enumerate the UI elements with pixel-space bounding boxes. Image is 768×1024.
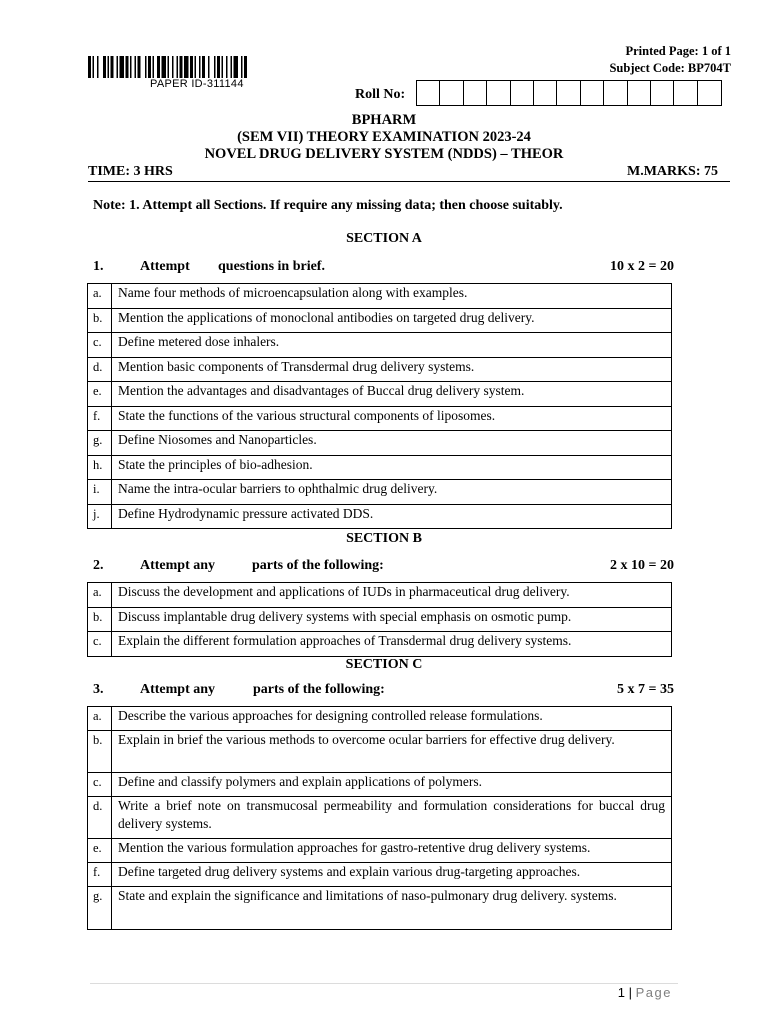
question-marks: 10 x 2 = 20 [610, 259, 674, 274]
question-instruction: Attempt [140, 259, 190, 274]
table-row [88, 863, 672, 887]
roll-no-box [511, 81, 534, 105]
table-row [88, 333, 672, 358]
item-label: f. [88, 407, 112, 431]
item-label: b. [88, 731, 112, 773]
page-word: Page [635, 985, 672, 1000]
question-number: 1. [93, 259, 104, 274]
roll-no-box [417, 81, 440, 105]
item-label: a. [88, 707, 112, 731]
roll-no-label: Roll No: [355, 87, 406, 102]
table-row [88, 887, 672, 930]
exam-note [93, 198, 563, 214]
table-row [88, 797, 672, 839]
barcode-bar [117, 56, 119, 78]
item-label: a. [88, 284, 112, 309]
item-text: Discuss the development and applications of IUDs in pharmaceutical drug delivery. [112, 583, 672, 608]
question-number: 3. [93, 682, 104, 697]
barcode-graphic [88, 56, 318, 78]
barcode-bar [148, 56, 151, 78]
time-allowed: TIME: 3 HRS [88, 164, 173, 179]
item-text: Explain in brief the various methods to overcome ocular barriers for effective drug delivery. [112, 731, 672, 773]
item-text: State the principles of bio-adhesion. [112, 456, 672, 480]
item-label: c. [88, 773, 112, 797]
barcode-bar [217, 56, 220, 78]
item-text: Explain the different formulation approaches of Transdermal drug delivery systems. [112, 632, 672, 657]
barcode-bar [153, 56, 155, 78]
item-text: Define Niosomes and Nanoparticles. [112, 431, 672, 456]
table-row [88, 382, 672, 407]
roll-no-box [628, 81, 651, 105]
roll-no-boxes [416, 80, 722, 106]
item-text: Define and classify polymers and explain applications of polymers. [112, 773, 672, 797]
question-instruction: Attempt any [140, 682, 216, 697]
table-row [88, 773, 672, 797]
barcode-bar [126, 56, 129, 78]
barcode-bar [222, 56, 224, 78]
roll-no-box [674, 81, 697, 105]
item-label: e. [88, 382, 112, 407]
question-instruction-rest: questions in brief. [218, 259, 325, 274]
barcode-bar [168, 56, 170, 78]
barcode-bar [88, 56, 91, 78]
item-text: Describe the various approaches for designing controlled release formulations. [112, 707, 672, 731]
section-c-table [87, 706, 672, 930]
barcode-bar [108, 56, 110, 78]
item-text: Discuss implantable drug delivery systems with special emphasis on osmotic pump. [112, 608, 672, 632]
question-marks: 2 x 10 = 20 [610, 558, 674, 573]
item-label: e. [88, 839, 112, 863]
barcode-bar [180, 56, 183, 78]
barcode-bar [231, 56, 233, 78]
barcode-bar [138, 56, 141, 78]
barcode-bar [111, 56, 114, 78]
item-text: State and explain the significance and limitations of naso-pulmonary drug delivery. systems. [112, 887, 672, 930]
item-label: f. [88, 863, 112, 887]
barcode [88, 56, 318, 78]
barcode-bar [190, 56, 193, 78]
table-row [88, 707, 672, 731]
item-text: State the functions of the various structural components of liposomes. [112, 407, 672, 431]
table-row [88, 431, 672, 456]
printed-page: Printed Page: 1 of 1 [625, 44, 731, 58]
table-row [88, 456, 672, 480]
table-row [88, 480, 672, 505]
roll-no-box [651, 81, 674, 105]
section-c-title: SECTION C [345, 657, 423, 672]
table-row [88, 358, 672, 382]
roll-no-box [604, 81, 627, 105]
barcode-bar [157, 56, 160, 78]
item-label: d. [88, 797, 112, 839]
page-separator: | [625, 985, 636, 1000]
roll-no-box [487, 81, 510, 105]
question-instruction-rest: parts of the following: [253, 682, 385, 697]
item-label: c. [88, 632, 112, 657]
item-text: Write a brief note on transmucosal permeability and formulation considerations for buccal drug delivery systems. [112, 797, 672, 839]
barcode-bar [241, 56, 243, 78]
table-row [88, 608, 672, 632]
barcode-bar [172, 56, 174, 78]
table-row [88, 284, 672, 309]
item-text: Mention basic components of Transdermal drug delivery systems. [112, 358, 672, 382]
subject-code: Subject Code: BP704T [609, 61, 731, 75]
table-row [88, 632, 672, 657]
table-row [88, 407, 672, 431]
table-row [88, 309, 672, 333]
item-text: Name the intra-ocular barriers to ophthalmic drug delivery. [112, 480, 672, 505]
question-instruction: Attempt any [140, 558, 216, 573]
item-label: g. [88, 431, 112, 456]
item-label: a. [88, 583, 112, 608]
barcode-bar [145, 56, 147, 78]
question-instruction-rest: parts of the following: [252, 558, 384, 573]
item-label: b. [88, 608, 112, 632]
footer-divider [90, 983, 678, 984]
barcode-bar [208, 56, 210, 78]
question-marks: 5 x 7 = 35 [617, 682, 674, 697]
section-a-table [87, 283, 672, 529]
section-a-title: SECTION A [346, 231, 422, 246]
item-text: Define targeted drug delivery systems and explain various drug-targeting approaches. [112, 863, 672, 887]
item-text: Mention the applications of monoclonal antibodies on targeted drug delivery. [112, 309, 672, 333]
course-title: BPHARM [351, 112, 417, 128]
barcode-bar [93, 56, 95, 78]
barcode-bar [214, 56, 216, 78]
item-label: d. [88, 358, 112, 382]
item-text: Define Hydrodynamic pressure activated DDS. [112, 505, 672, 529]
page-number [618, 985, 672, 1000]
barcode-bar [130, 56, 132, 78]
table-row [88, 583, 672, 608]
roll-no-box [440, 81, 463, 105]
paper-id: PAPER ID-311144 [150, 78, 244, 90]
item-label: i. [88, 480, 112, 505]
barcode-bar [199, 56, 201, 78]
section-b-title: SECTION B [346, 531, 422, 546]
barcode-bar [195, 56, 197, 78]
item-text: Define metered dose inhalers. [112, 333, 672, 358]
barcode-bar [97, 56, 99, 78]
roll-no-box [581, 81, 604, 105]
roll-no-box [557, 81, 580, 105]
item-text: Mention the advantages and disadvantages of Buccal drug delivery system. [112, 382, 672, 407]
header-divider [88, 181, 730, 182]
item-text: Name four methods of microencapsulation along with examples. [112, 284, 672, 309]
barcode-bar [226, 56, 228, 78]
roll-no-box [698, 81, 721, 105]
note-text: Note: 1. Attempt all Sections. If require any missing data; then choose suitably. [93, 198, 563, 213]
section-b-table [87, 582, 672, 657]
barcode-bar [162, 56, 167, 78]
barcode-bar [244, 56, 247, 78]
barcode-bar [234, 56, 239, 78]
item-text: Mention the various formulation approaches for gastro-retentive drug delivery systems. [112, 839, 672, 863]
item-label: c. [88, 333, 112, 358]
table-row [88, 731, 672, 773]
barcode-bar [103, 56, 106, 78]
barcode-bar [184, 56, 189, 78]
item-label: j. [88, 505, 112, 529]
page-number-value: 1 [617, 985, 626, 1000]
roll-no-box [464, 81, 487, 105]
barcode-bar [177, 56, 179, 78]
item-label: b. [88, 309, 112, 333]
exam-title: (SEM VII) THEORY EXAMINATION 2023-24 [237, 129, 531, 145]
max-marks: M.MARKS: 75 [627, 164, 718, 179]
subject-title: NOVEL DRUG DELIVERY SYSTEM (NDDS) – THEOR [204, 146, 564, 162]
item-label: h. [88, 456, 112, 480]
barcode-bar [202, 56, 205, 78]
table-row [88, 505, 672, 529]
roll-no-box [534, 81, 557, 105]
table-row [88, 839, 672, 863]
barcode-bar [120, 56, 125, 78]
item-label: g. [88, 887, 112, 930]
question-number: 2. [93, 558, 104, 573]
barcode-bar [135, 56, 137, 78]
